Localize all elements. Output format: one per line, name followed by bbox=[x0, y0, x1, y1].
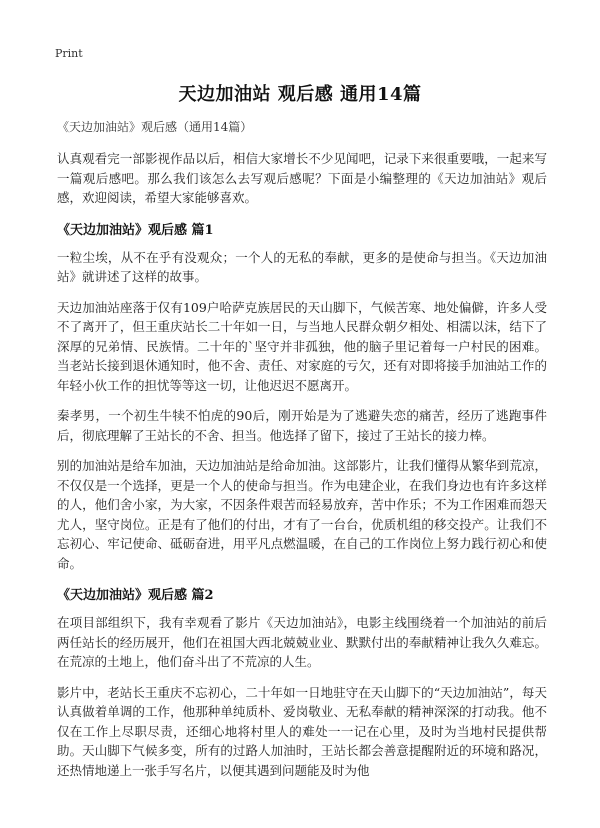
section-paragraph: 在项目部组织下，我有幸观看了影片《天边加油站》，电影主线围绕着一个加油站的前后两任站长的经历展开，他们在祖国大西北兢兢业业、默默付出的奉献精神让我久久难忘。在荒凉的土地上，他们奋斗出了不荒凉的人生。 bbox=[57, 615, 547, 669]
section-paragraph: 一粒尘埃，从不在乎有没观众；一个人的无私的奉献，更多的是使命与担当。《天边加油站》就讲述了这样的故事。 bbox=[57, 249, 547, 284]
section-heading: 《天边加油站》观后感 篇1 bbox=[57, 222, 214, 238]
section-paragraph: 天边加油站座落于仅有109户哈萨克族居民的天山脚下，气候苦寒、地处偏僻，许多人受不了离开了，但王重庆站长二十年如一日，与当地人民群众朝夕相处、相濡以沫，结下了深厚的兄弟情、民族情。二十年的`坚守并非孤独，他的脑子里记着每一户村民的困难。当老站长接到退休通知时，他不舍、责任、对家庭的亏欠，还有对即将接手加油站工作的年轻小伙工作的担忧等等这一切，让他迟迟不愿离开。 bbox=[57, 299, 547, 393]
intro-paragraph: 认真观看完一部影视作品以后，相信大家增长不少见闻吧，记录下来很重要哦，一起来写一篇观后感吧。那么我们该怎么去写观后感呢？下面是小编整理的《天边加油站》观后感，欢迎阅读，希望大家能够喜欢。 bbox=[57, 151, 547, 205]
section-paragraph: 别的加油站是给车加油，天边加油站是给命加油。这部影片，让我们懂得从繁华到荒凉，不仅仅是一个选择，更是一个人的使命与担当。作为电建企业，在我们身边也有许多这样的人，他们舍小家，为大家，不因条件艰苦而轻易放弃，苦中作乐；不为工作困难而怨天尤人，坚守岗位。正是有了他们的付出，才有了一台台，优质机组的移交投产。让我们不忘初心、牢记使命、砥砺奋进，用平凡点燃温暖，在自己的工作岗位上努力践行初心和使命。 bbox=[57, 458, 547, 571]
document-title: 天边加油站 观后感 通用14篇 bbox=[178, 84, 422, 105]
section-paragraph: 影片中，老站长王重庆不忘初心，二十年如一日地驻守在天山脚下的“天边加油站”，每天认真做着单调的工作，他那种单纯质朴、爱岗敬业、无私奉献的精神深深的打动我。他不仅在工作上尽职尽责，还细心地将村里人的难处一一记在心里，及时为当地村民提供帮助。天山脚下气候多变，所有的过路人加油时，王站长都会善意提醒附近的环境和路况，还热情地递上一张手写名片，以便其遇到问题能及时为他 bbox=[57, 684, 547, 778]
print-label[interactable]: Print bbox=[55, 47, 83, 60]
document-subtitle: 《天边加油站》观后感（通用14篇） bbox=[57, 120, 253, 134]
document-body bbox=[57, 118, 547, 791]
section-heading: 《天边加油站》观后感 篇2 bbox=[57, 588, 214, 603]
section-paragraph: 秦孝男，一个初生牛犊不怕虎的90后，刚开始是为了逃避失恋的痛苦，经历了逃跑事件后，彻底理解了王站长的不舍、担当。他选择了留下，接过了王站长的接力棒。 bbox=[57, 408, 547, 443]
